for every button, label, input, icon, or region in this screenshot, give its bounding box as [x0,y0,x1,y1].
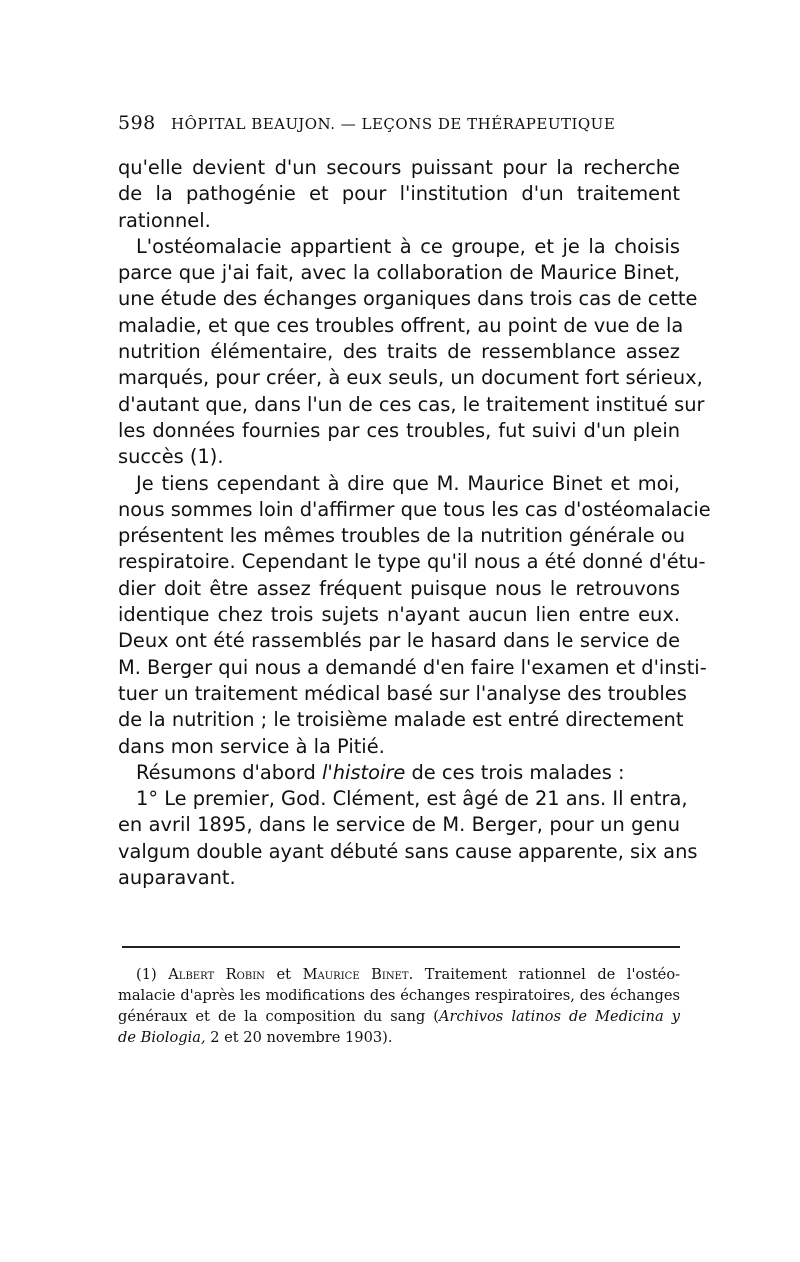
body-line: succès (1). [118,445,224,469]
body-line: auparavant. [118,866,236,890]
body-line: 1° Le premier, God. Clément, est âgé de 21 ans. Il entra, [136,787,688,811]
body-line: valgum double ayant débuté sans cause apparente, six ans [118,839,698,863]
body-line: une étude des échanges organiques dans trois cas de cette [118,287,698,311]
running-head [118,112,680,134]
footnote-author: Albert Robin [168,966,265,983]
body-line: d'autant que, dans l'un de ces cas, le traitement institué sur [118,392,705,416]
body-line: L'ostéomalacie appartient à ce groupe, et je la choisis [136,234,680,258]
body-line: dans mon service à la Pitié. [118,734,385,758]
body-line-segment: de ces trois malades : [411,760,625,784]
body-line: rationnel. [118,208,211,232]
footnote-text: . Traitement rationnel de l'ostéo- [408,966,681,983]
footnote [118,964,680,1048]
body-line: respiratoire. Cependant le type qu'il nous a été donné d'étu- [118,550,706,574]
footnote-line [118,1027,680,1048]
footnote-author: Maurice Binet [302,966,409,983]
body-line: M. Berger qui nous a demandé d'en faire l'examen et d'insti- [118,655,707,679]
footnote-conjunction: et [276,966,292,983]
body-line: maladie, et que ces troubles offrent, au point de vue de la [118,313,684,337]
footnote-line [118,964,680,985]
body-line: en avril 1895, dans le service de M. Berger, pour un genu [118,813,680,837]
body-line: nous sommes loin d'affirmer que tous les cas d'ostéomalacie [118,497,711,521]
footnote-journal: Archivos latinos de Medicina y [439,1008,680,1025]
footnote-text: généraux et de la composition du sang ( [118,1008,439,1025]
footnote-line [118,1006,680,1027]
body-line: nutrition élémentaire, des traits de ressemblance assez [118,340,680,364]
body-line: dier doit être assez fréquent puisque nous le retrouvons [118,576,680,600]
footnote-marker: (1) [136,966,157,983]
page-number: 598 [118,112,156,134]
body-line: marqués, pour créer, à eux seuls, un document fort sérieux, [118,366,703,390]
body-line: tuer un traitement médical basé sur l'analyse des troubles [118,681,687,705]
footnote-journal: de Biologia, [118,1029,206,1046]
body-line: qu'elle devient d'un secours puissant pour la recherche [118,156,680,179]
footnote-separator [122,946,680,948]
body-line: parce que j'ai fait, avec la collaboration de Maurice Binet, [118,261,680,285]
body-line: identique chez trois sujets n'ayant aucun lien entre eux. [118,603,680,627]
body-line-segment: Résumons d'abord [136,760,316,784]
running-title: HÔPITAL BEAUJON. — LEÇONS DE THÉRAPEUTIQUE [171,115,616,133]
body-line: Je tiens cependant à dire que M. Maurice Binet et moi, [136,471,680,495]
body-text [118,155,711,891]
footnote-text: 2 et 20 novembre 1903). [205,1029,393,1046]
body-line [118,760,680,786]
body-line: Deux ont été rassemblés par le hasard dans le service de [118,629,680,653]
italic-word: l'histoire [322,760,406,784]
body-line: les données fournies par ces troubles, fut suivi d'un plein [118,418,680,442]
body-line: de la pathogénie et pour l'institution d'un traitement [118,182,680,206]
body-line: de la nutrition ; le troisième malade est entré directement [118,708,684,732]
body-line: présentent les mêmes troubles de la nutrition générale ou [118,524,686,548]
footnote-line: malacie d'après les modifications des échanges respiratoires, des échanges [118,987,680,1004]
